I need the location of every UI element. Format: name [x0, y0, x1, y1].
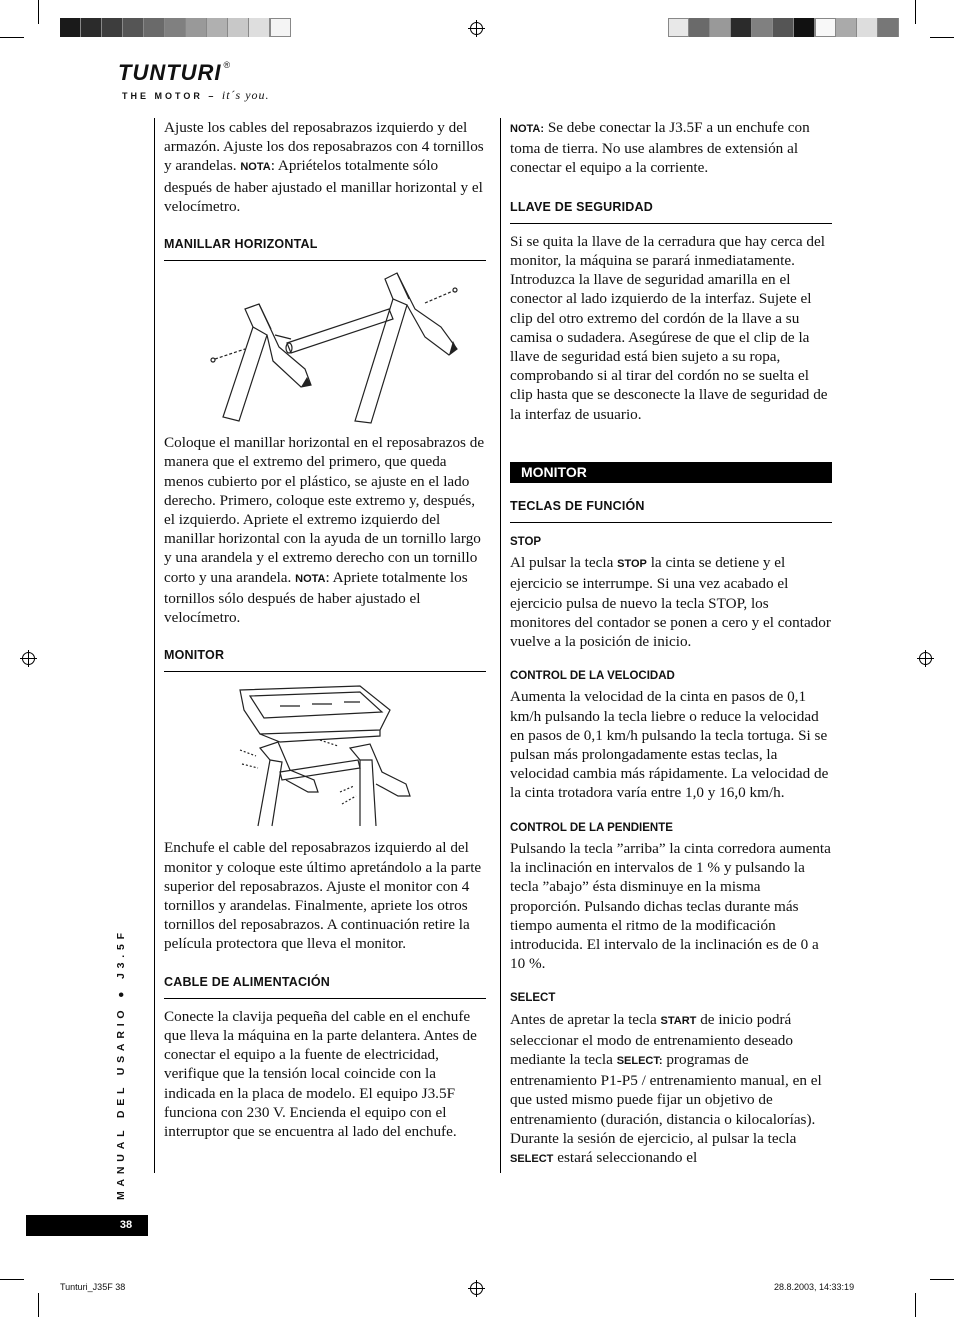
- section-heading-handlebar: MANILLAR HORIZONTAL: [164, 235, 486, 261]
- section-heading-function-keys: TECLAS DE FUNCIÓN: [510, 497, 832, 523]
- monitor-paragraph: Enchufe el cable del reposabrazos izquierdo al del monitor y coloque este último apretándolo a la parte superior del reposabrazos. Ajuste el monitor con 4 tornillos y arandelas. Finalmente, apriete los otros tornillos del reposabrazos. A continuación retire la película protectora que lleva el monitor.: [164, 839, 482, 953]
- section-heading-power-cable: CABLE DE ALIMENTACIÓN: [164, 973, 486, 999]
- safety-key-paragraph: Si se quita la llave de la cerradura que hay cerca del monitor, la máquina se parará inmediatamente. Introduzca la llave de seguridad amarilla en el conector al lado izquierdo de la interfaz. Sujete el clip del otro extremo del cordón de la llave a su camisa o sudadera. Asegúrese de que el clip de la llave de seguridad está bien sujeto a su ropa, comprobando si al tirar del cordón no se suelta el clip hasta que se desconecte la llave de seguridad de la interfaz de usuario.: [510, 232, 828, 423]
- incline-paragraph: Pulsando la tecla ”arriba” la cinta corredora aumenta la inclinación en intervalos de 1 % y pulsando la tecla ”abajo” ésta disminuye en la misma proporción. Pulsando dichas teclas durante más tiempo aumenta el ritmo de la modificación introducida. El intervalo de la inclinación es de 0 a 10 %.: [510, 839, 831, 973]
- registration-mark: [919, 652, 932, 665]
- brand-tagline-italic: it´s you.: [221, 88, 270, 102]
- crop-mark: [915, 1293, 916, 1317]
- key-label-select: SELECT: [510, 1152, 554, 1165]
- crop-mark: [38, 1293, 39, 1317]
- key-label-select: SELECT:: [616, 1054, 663, 1067]
- footer-file-name: Tunturi_J35F 38: [60, 1282, 126, 1292]
- registration-mark: [470, 22, 483, 35]
- crop-mark: [930, 1279, 954, 1280]
- brand-logo: [118, 60, 270, 103]
- page-number-box: [26, 1215, 148, 1236]
- left-column: [164, 118, 486, 1141]
- handlebar-paragraph: Coloque el manillar horizontal en el reposabrazos de manera que el extremo del primero, que queda menos cubierto por el plástico, se ajuste en el lado derecho. Primero, coloque este extremo y, después, el izquierdo. Apriete el extremo izquierdo del manillar horizontal con la ayuda de un tornillo largo y una arandela y el extremo derecho con un tornillo corto y una arandela. NOTA: Apriete totalmente los tornillos sólo después de haber ajustado el velocímetro.: [164, 434, 485, 627]
- registration-mark: [470, 1282, 483, 1295]
- brand-name: TUNTURI: [118, 60, 222, 85]
- crop-mark: [0, 37, 24, 38]
- page-number: 38: [119, 1219, 133, 1231]
- select-paragraph: Antes de apretar la tecla START de inicio podrá seleccionar el modo de entrenamiento deseado mediante la tecla SELECT: programas de entrenamiento P1-P5 / entrenamiento manual, en el que usted mismo puede fijar un objetivo de entrenamiento (duración, distancia o kilocalorías). Durante la sesión de ejercicio, al pulsar la tecla SELECT estará seleccionando el: [510, 1010, 822, 1166]
- note-label: NOTA: [295, 572, 326, 585]
- note-label: NOTA: [240, 161, 271, 174]
- subhead-speed-control: CONTROL DE LA VELOCIDAD: [510, 670, 675, 683]
- key-label-start: START: [660, 1014, 697, 1027]
- side-manual-label: MANUAL DEL USARIO ● J3.5F: [115, 928, 127, 1200]
- subhead-incline-control: CONTROL DE LA PENDIENTE: [510, 821, 673, 834]
- crop-mark: [915, 0, 916, 24]
- right-column: [510, 118, 832, 1169]
- stop-paragraph: Al pulsar la tecla STOP la cinta se detiene y el ejercicio se interrumpe. Si una vez acabado el ejercicio pulsa de nuevo la tecla STOP, los monitores del contador se ponen a cero y el contador vuelve a la posición de inicio.: [510, 554, 831, 651]
- brand-tagline: THE MOTOR –: [122, 91, 217, 101]
- registered-mark: ®: [223, 60, 231, 70]
- subhead-select: SELECT: [510, 992, 556, 1005]
- column-rule-left: [154, 118, 155, 1173]
- color-calibration-strip-left: [60, 18, 291, 37]
- grounding-note: NOTA: Se debe conectar la J3.5F a un enchufe con toma de tierra. No use alambres de extensión al conectar el equipo a la corriente.: [510, 119, 810, 177]
- footer-timestamp: 28.8.2003, 14:33:19: [774, 1282, 855, 1292]
- subhead-stop: STOP: [510, 536, 542, 549]
- handlebar-assembly-figure: [175, 269, 475, 427]
- registration-mark: [22, 652, 35, 665]
- section-heading-monitor: MONITOR: [164, 646, 486, 672]
- power-cable-paragraph: Conecte la clavija pequeña del cable en el enchufe que lleva la máquina en la parte delantera. Antes de conectar el equipo a la fuente de electricidad, verifique que la tensión local coincide con la indicada en la placa de modelo. El equipo J3.5F funciona con 230 V. Encienda el equipo con el interruptor que se encuentra al lado del enchufe.: [164, 1007, 477, 1141]
- intro-paragraph: Ajuste los cables del reposabrazos izquierdo y del armazón. Ajuste los dos reposabrazos con 4 tornillos y arandelas. NOTA: Apriételos totalmente sólo después de haber ajustado el manillar horizontal y el velocímetro.: [164, 119, 484, 215]
- key-label-stop: STOP: [617, 558, 647, 571]
- section-bar-monitor: MONITOR: [510, 462, 832, 483]
- crop-mark: [0, 1279, 24, 1280]
- section-heading-safety-key: LLAVE DE SEGURIDAD: [510, 198, 832, 224]
- crop-mark: [930, 37, 954, 38]
- speed-paragraph: Aumenta la velocidad de la cinta en pasos de 0,1 km/h pulsando la tecla liebre o reduce la velocidad en pasos de 0,1 km/h pulsando la tecla tortuga. Si se pulsan más prolongadamente estas teclas, la velocidad cambia más rápidamente. La velocidad de la cinta trotadora varía entre 1,0 y 16,0 km/h.: [510, 688, 829, 802]
- column-rule-middle: [500, 118, 501, 1173]
- color-calibration-strip-right: [668, 18, 899, 37]
- note-label: NOTA:: [510, 123, 545, 135]
- monitor-assembly-figure: [220, 680, 430, 830]
- crop-mark: [38, 0, 39, 24]
